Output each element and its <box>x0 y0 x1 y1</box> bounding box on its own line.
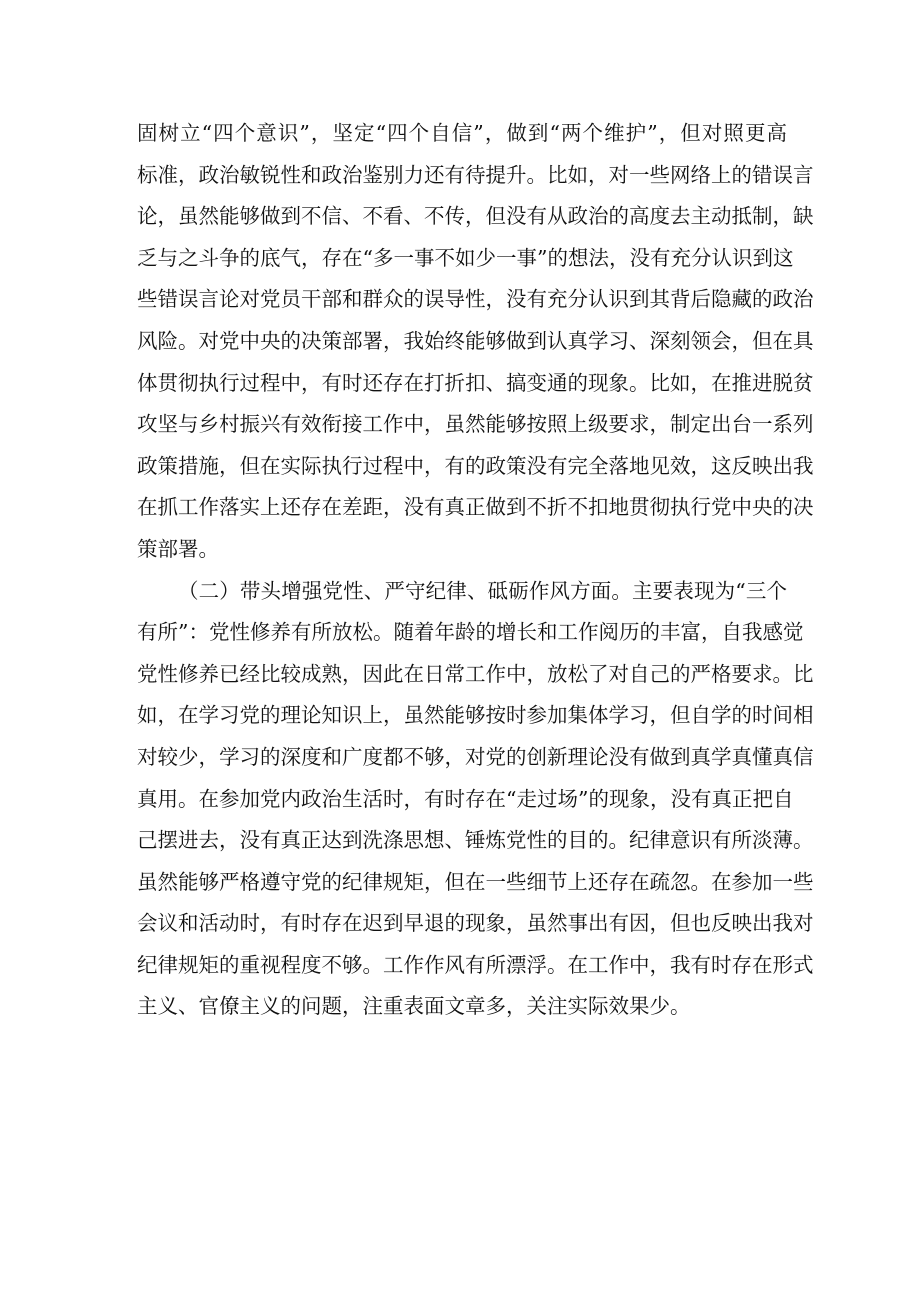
text-line: （二）带头增强党性、严守纪律、砥砺作风方面。主要表现为“三个 <box>178 578 787 603</box>
text-line: 些错误言论对党员干部和群众的误导性，没有充分认识到其背后隐藏的政治 <box>137 287 814 312</box>
text-line: 风险。对党中央的决策部署，我始终能够做到认真学习、深刻领会，但在具 <box>137 328 814 353</box>
paragraph-2 <box>137 571 814 1029</box>
text-line: 真用。在参加党内政治生活时，有时存在“走过场”的现象，没有真正把自 <box>137 786 794 811</box>
text-line: 党性修养已经比较成熟，因此在日常工作中，放松了对自己的严格要求。比 <box>137 661 814 686</box>
text-line: 虽然能够严格遵守党的纪律规矩，但在一些细节上还存在疏忽。在参加一些 <box>137 869 814 894</box>
paragraph-1 <box>137 113 814 571</box>
text-line: 体贯彻执行过程中，有时还存在打折扣、搞变通的现象。比如，在推进脱贫 <box>137 370 814 395</box>
text-line: 策部署。 <box>137 536 219 561</box>
text-line: 乏与之斗争的底气，存在“多一事不如少一事”的想法，没有充分认识到这 <box>137 245 794 270</box>
text-line: 攻坚与乡村振兴有效衔接工作中，虽然能够按照上级要求，制定出台一系列 <box>137 412 814 437</box>
text-line: 纪律规矩的重视程度不够。工作作风有所漂浮。在工作中，我有时存在形式 <box>137 952 814 977</box>
text-line: 己摆进去，没有真正达到洗涤思想、锤炼党性的目的。纪律意识有所淡薄。 <box>137 828 814 853</box>
text-line: 主义、官僚主义的问题，注重表面文章多，关注实际效果少。 <box>137 994 691 1019</box>
text-line: 在抓工作落实上还存在差距，没有真正做到不折不扣地贯彻执行党中央的决 <box>137 495 814 520</box>
text-line: 固树立“四个意识”，坚定“四个自信”，做到“两个维护”，但对照更高 <box>137 121 787 145</box>
text-line: 有所”：党性修养有所放松。随着年龄的增长和工作阅历的丰富，自我感觉 <box>137 620 804 645</box>
text-line: 论，虽然能够做到不信、不看、不传，但没有从政治的高度去主动抵制，缺 <box>137 204 814 229</box>
text-line: 如，在学习党的理论知识上，虽然能够按时参加集体学习，但自学的时间相 <box>137 703 814 728</box>
text-line: 政策措施，但在实际执行过程中，有的政策没有完全落地见效，这反映出我 <box>137 453 814 478</box>
document-body <box>137 113 814 1028</box>
text-line: 标准，政治敏锐性和政治鉴别力还有待提升。比如，对一些网络上的错误言 <box>137 162 814 187</box>
text-line: 对较少，学习的深度和广度都不够，对党的创新理论没有做到真学真懂真信 <box>137 744 814 769</box>
text-line: 会议和活动时，有时存在迟到早退的现象，虽然事出有因，但也反映出我对 <box>137 911 814 936</box>
